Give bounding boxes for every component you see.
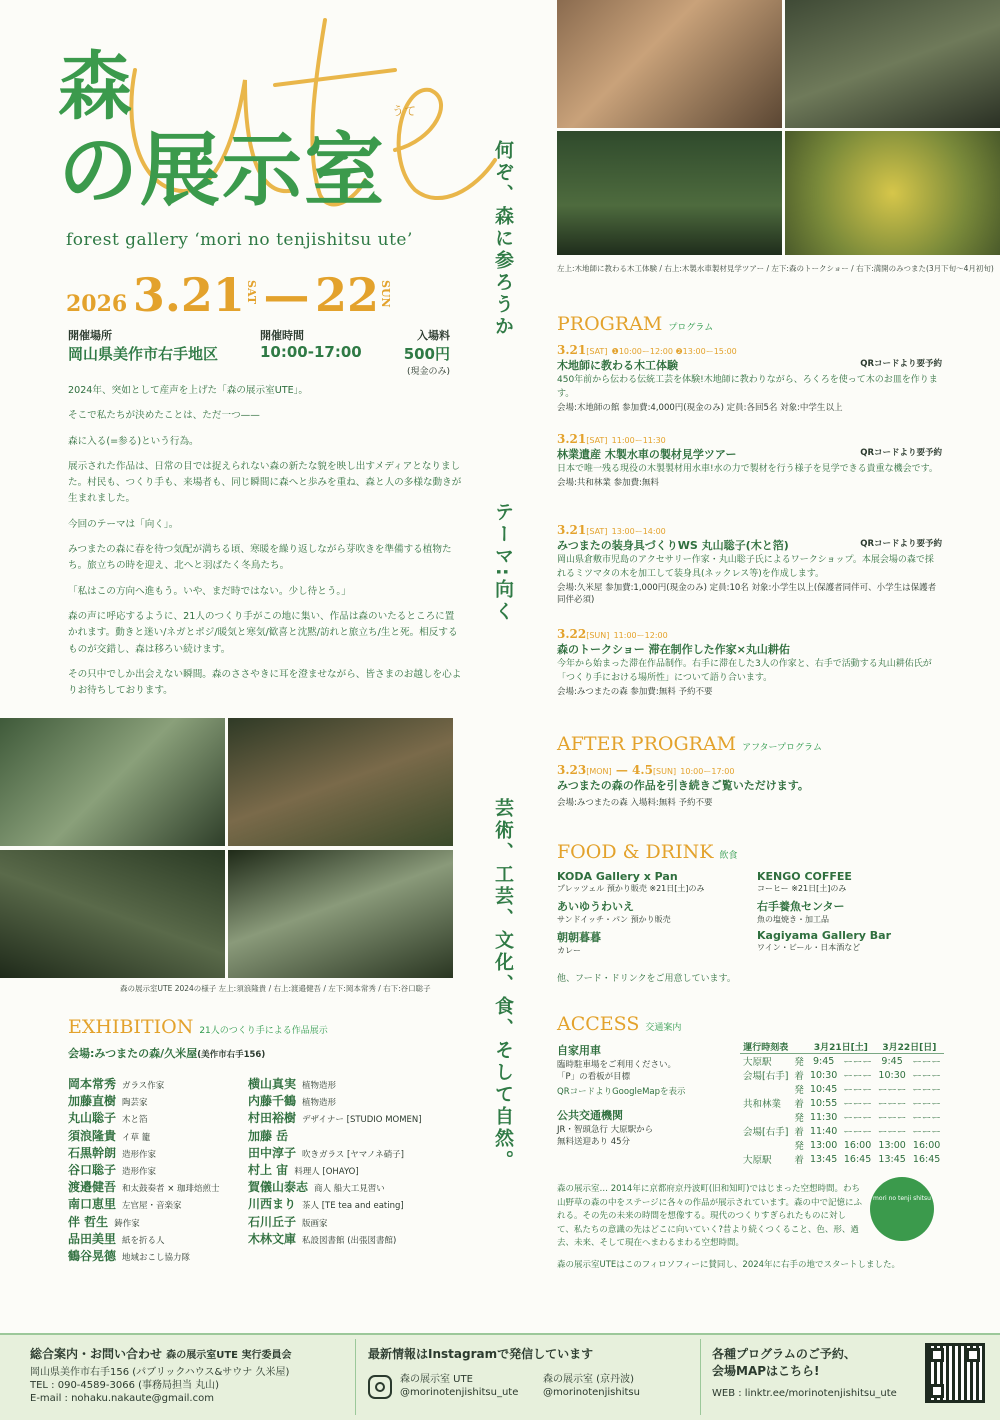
program-2-meta: 会場:共和林業 参加費:無料 <box>557 478 659 488</box>
tt-cell: ーーー <box>912 1113 941 1124</box>
timetable-row <box>740 1152 944 1166</box>
tt-cell: 13:00 <box>809 1139 838 1151</box>
access-title <box>557 1013 681 1035</box>
timetable-row <box>740 1124 944 1138</box>
contact-address: 岡山県美作市右手156 (パブリックハウス&サウナ 久米屋) <box>30 1367 290 1378</box>
tt-cell: 16:45 <box>912 1153 941 1165</box>
car-line-1: 臨時駐車場をご利用ください。 <box>557 1060 677 1070</box>
exhibitor <box>68 1161 248 1178</box>
hours-block <box>260 327 362 361</box>
exhibitor-role: 和太鼓奏者 × 珈琲焙煎士 <box>122 1184 220 1195</box>
exhibitors-left <box>68 1075 248 1264</box>
exhibitor-role: 左官屋・音楽家 <box>122 1201 182 1212</box>
after-wd-start: [MON] <box>586 767 612 776</box>
after-wd-end: [SUN] <box>652 767 677 776</box>
tt-cell: ーーー <box>843 1071 872 1082</box>
th-day1: 3月21日[土] <box>807 1040 875 1054</box>
reserve-line-2: 会場MAPはこちら! <box>712 1364 820 1378</box>
exhibitor-role: 地域おこし協力隊 <box>122 1252 191 1263</box>
exhibitor <box>248 1178 463 1195</box>
program-3-date <box>557 523 942 537</box>
footer-contact <box>30 1345 350 1405</box>
day-end: SUN <box>379 280 393 308</box>
program-1-weekday: [SAT] <box>586 347 608 356</box>
about-text: 森の展示室… 2014年に京都府京丹波町(旧和知町)ではじまった空想時間。わち山野草の森の中をステージに各々の作品が展示されています。森の中で記憶にふれる。その先の未来の時間を想像する。現代のつくりすぎられたものに対して、私たちの意識の先はどこに向いていく?昔より続くつくること、色、形、過去、未来、そして現在へまわるまわる空想時間。 <box>557 1184 862 1248</box>
food-item-name: KODA Gallery x Pan <box>557 870 678 883</box>
closing-vertical: 芸術、工芸、文化、食、そして自然。 <box>492 798 514 1172</box>
tagline-vertical: 何ぞ、森に参ろうか <box>492 140 514 338</box>
program-3-weekday: [SAT] <box>586 527 608 536</box>
program-3-meta: 会場:久米屋 参加費:1,000円(現金のみ) 定員:10名 対象:小学生以上(保護者同伴可、小学生は保護者同伴必須) <box>557 583 937 605</box>
tt-cell: 10:55 <box>809 1097 838 1109</box>
exhibitor-name: 加藤直樹 <box>68 1094 117 1109</box>
exhibitor <box>248 1195 463 1212</box>
timetable-row <box>740 1054 944 1069</box>
web-link[interactable]: WEB : linktr.ee/morinotenjishitsu_ute <box>712 1388 897 1399</box>
program-item-4 <box>557 627 942 697</box>
tt-cell: 16:45 <box>843 1153 872 1165</box>
shuttle-timetable <box>740 1040 944 1166</box>
exhibitor-name: 丸山聡子 <box>68 1111 117 1126</box>
exhibitor-role: 造形作家 <box>122 1149 157 1160</box>
instagram-icon[interactable] <box>368 1375 392 1399</box>
contact-title: 総合案内・お問い合わせ <box>30 1347 163 1361</box>
program-1-desc: 450年前から伝わる伝統工芸を体験!木地師に教わりながら、ろくろを使って木のお皿を作ります。 <box>557 375 938 399</box>
access-title-en: ACCESS <box>557 1013 640 1035</box>
program-1-qr-note: QRコードより要予約 <box>860 359 942 369</box>
exhibitor-name: 賀儀山泰志 <box>248 1180 309 1195</box>
photo-installation-3 <box>228 850 453 978</box>
tt-cell: 16:00 <box>912 1139 941 1151</box>
food-title-jp: 飲食 <box>719 851 738 861</box>
mori-badge: mori no tenji shitsu <box>870 1177 934 1241</box>
fee-block <box>400 327 450 377</box>
hours-label: 開催時間 <box>260 329 304 342</box>
exhibitor <box>68 1109 248 1126</box>
program-2-date-value: 3.21 <box>557 432 587 446</box>
timetable-row <box>740 1068 944 1082</box>
intro-text <box>68 383 463 708</box>
intro-p1: 2024年、突如として産声を上げた「森の展示室UTE」。 <box>68 385 309 396</box>
tt-stop <box>740 1082 791 1096</box>
tt-cell: ーーー <box>843 1099 872 1110</box>
program-1-meta: 会場:木地師の館 参加費:4,000円(現金のみ) 定員:各回5名 対象:中学生以上 <box>557 403 843 413</box>
title-tenjishitsu: の展示室 <box>58 123 386 217</box>
after-program-dates <box>557 763 947 777</box>
tt-stop: 大原駅 <box>743 1057 772 1068</box>
exhibitor <box>68 1247 248 1264</box>
food-note: 他、フード・ドリンクをご用意しています。 <box>557 974 736 984</box>
footer-instagram <box>368 1345 688 1398</box>
exhibitor-name: 加藤 岳 <box>248 1128 289 1143</box>
fee-note: (現金のみ) <box>406 367 450 377</box>
car-map-link[interactable]: QRコードよりGoogleMapを表示 <box>557 1087 686 1097</box>
exhibitor-name: 鶴谷晃德 <box>68 1248 117 1263</box>
exhibition-venue-note: (美作市右手156) <box>197 1050 266 1060</box>
exhibitor-name: 南口恵里 <box>68 1197 117 1212</box>
program-1-title <box>557 357 942 373</box>
food-col-right <box>757 870 957 957</box>
food-col-left <box>557 870 747 960</box>
footer-divider <box>355 1339 356 1415</box>
exhibitor <box>248 1144 463 1161</box>
access-title-jp: 交通案内 <box>645 1023 682 1033</box>
about-text-2: 森の展示室UTEはこのフィロソフィーに賛同し、2024年に右手の地でスタートしました。 <box>557 1260 901 1270</box>
contact-org: 森の展示室UTE 実行委員会 <box>166 1350 292 1361</box>
tt-cell: 9:45 <box>812 1055 835 1067</box>
footer-divider-2 <box>700 1339 701 1415</box>
date-end: 22 <box>315 268 380 322</box>
exhibitor-role: 植物造形 <box>302 1081 337 1091</box>
food-item-desc: ワイン・ビール・日本酒など <box>757 943 861 952</box>
program-3-title <box>557 537 942 553</box>
contact-email[interactable]: E-mail : nohaku.nakaute@gmail.com <box>30 1393 214 1404</box>
fee-value: 500円 <box>403 345 450 363</box>
program-3-desc: 岡山県倉敷市児島のアクセサリー作家・丸山聡子氏によるワークショップ。本展会場の森で採れるミツマタの木を加工して装身具(ネックレス等)を作成します。 <box>557 555 934 579</box>
tt-stop: 共和林業 <box>743 1099 782 1110</box>
program-title-en: PROGRAM <box>557 313 663 335</box>
photo-installation-2 <box>0 850 225 978</box>
timetable-row <box>740 1110 944 1124</box>
exhibitor-name: 岡本常秀 <box>68 1077 117 1091</box>
program-1-date <box>557 343 942 357</box>
after-program-title <box>557 733 822 755</box>
exhibitor-role: 紙を折る人 <box>122 1235 165 1246</box>
exhibition-title-jp: 21人のつくり手による作品展示 <box>199 1026 328 1036</box>
exhibitor-name: 品田美里 <box>68 1231 117 1246</box>
program-2-title-text: 林業遺産 木製水車の製材見学ツアー <box>557 448 737 461</box>
exhibitor-role: 吹きガラス [ヤマノネ硝子] <box>302 1149 405 1160</box>
food-item-desc: カレー <box>557 946 581 955</box>
food-item-name: KENGO COFFEE <box>757 870 852 883</box>
program-2-weekday: [SAT] <box>586 436 608 445</box>
tt-cell: ーーー <box>912 1071 941 1082</box>
day-start: SAT <box>244 280 258 305</box>
exhibitor <box>248 1230 463 1247</box>
tt-cell: ーーー <box>912 1099 941 1110</box>
photo-installation-1 <box>0 718 225 846</box>
tt-cell: 11:40 <box>809 1125 838 1137</box>
exhibitor <box>68 1092 248 1109</box>
date-dash: — <box>263 268 310 322</box>
tt-cell: ーーー <box>843 1057 872 1068</box>
top-photo-caption: 左上:木地師に教わる木工体験 / 右上:木製水車製材見学ツアー / 左下:森のトークショー / 右下:満開のみつまた(3月下旬〜4月初旬) <box>557 264 994 273</box>
tt-cell: 9:45 <box>881 1055 903 1067</box>
exhibitor-role: 木と箔 <box>122 1115 148 1126</box>
after-dash: — <box>615 763 628 777</box>
food-title <box>557 841 737 863</box>
timetable-row <box>740 1138 944 1152</box>
exhibitor-name: 石黒幹朗 <box>68 1145 117 1160</box>
food-item-name: 朝朝暮暮 <box>557 931 601 944</box>
exhibitor <box>248 1075 463 1092</box>
exhibitor <box>248 1127 463 1144</box>
program-item-3 <box>557 523 942 605</box>
exhibitor-name: 須浪隆貴 <box>68 1128 117 1143</box>
after-program-title-en: AFTER PROGRAM <box>557 733 737 755</box>
program-4-title: 森のトークショー 滞在制作した作家×丸山耕佑 <box>557 643 790 656</box>
th-label: 運行時刻表 <box>740 1040 791 1054</box>
timetable-row <box>740 1082 944 1096</box>
program-2-qr-note: QRコードより要予約 <box>860 448 942 458</box>
date-start: 3.21 <box>132 268 245 322</box>
exhibitor-role: デザイナー [STUDIO MOMEN] <box>302 1115 422 1126</box>
program-4-meta: 会場:みつまたの森 参加費:無料 予約不要 <box>557 687 713 697</box>
exhibition-venue <box>68 1045 265 1061</box>
exhibitor <box>68 1178 248 1195</box>
tt-dir: 着 <box>794 1155 804 1166</box>
exhibitor-name: 伴 哲生 <box>68 1214 109 1229</box>
program-3-qr-note: QRコードより要予約 <box>860 539 942 549</box>
tt-cell: ーーー <box>877 1099 907 1110</box>
photo-drummer <box>228 718 453 846</box>
exhibitor-name: 村上 宙 <box>248 1162 289 1177</box>
insta2-handle: @morinotenjishitsu <box>543 1387 640 1398</box>
car-line-2: 「P」の看板が目標 <box>557 1072 631 1082</box>
mid-photo-caption: 森の展示室UTE 2024の様子 左上:須浪隆貴 / 右上:渡邉健吾 / 左下:岡本常秀 / 右下:谷口聡子 <box>120 984 431 993</box>
tt-dir: 発 <box>794 1141 804 1152</box>
subtitle: forest gallery ‘mori no tenjishitsu ute’ <box>66 230 413 250</box>
exhibitor <box>68 1127 248 1144</box>
exhibitor-role: 植物造形 <box>302 1098 337 1109</box>
tt-stop: 会場[右手] <box>743 1071 789 1082</box>
tt-cell: ーーー <box>843 1127 872 1138</box>
tt-cell: 10:30 <box>878 1069 906 1081</box>
exhibitor-role: 陶芸家 <box>122 1098 148 1109</box>
instagram-account-1[interactable] <box>400 1373 518 1399</box>
exhibitor-role: 商人 船大工見習い <box>314 1184 385 1195</box>
intro-p4: 展示された作品は、日常の目では捉えられない森の新たな貌を映し出すメディアとなりました。村民も、つくり手も、来場者も、同じ瞬間に森へと歩みを重ね、森と人の多様な動きが生まれました。 <box>68 460 462 505</box>
program-2-date <box>557 432 942 446</box>
exhibitor <box>68 1230 248 1247</box>
program-2-time: 11:00ー11:30 <box>611 436 666 445</box>
insta1-handle: @morinotenjishitsu_ute <box>400 1387 519 1398</box>
tt-dir: 発 <box>794 1057 804 1068</box>
exhibition-venue-text: 会場:みつまたの森/久米屋 <box>68 1047 198 1060</box>
transit-line-1: JR・智頭急行 大原駅から <box>557 1125 654 1135</box>
tt-cell: ーーー <box>912 1127 941 1138</box>
tt-dir: 着 <box>794 1099 804 1110</box>
intro-p7: 「私はこの方向へ進もう。いや、まだ時ではない。少し待とう。」 <box>68 585 351 597</box>
program-2-title <box>557 446 942 462</box>
tt-stop <box>740 1110 791 1124</box>
program-1-date-value: 3.21 <box>557 343 587 357</box>
program-2-desc: 日本で唯一残る現役の木製製材用水車!水の力で製材を行う様子を見学できる貴重な機会です。 <box>557 464 938 474</box>
contact-tel[interactable]: TEL : 090-4589-3066 (事務局担当 丸山) <box>30 1380 220 1391</box>
program-title-jp: プログラム <box>668 323 714 333</box>
exhibition-title <box>68 1016 328 1038</box>
exhibitor-role: 版画家 <box>302 1218 328 1229</box>
food-item-name: Kagiyama Gallery Bar <box>757 929 892 942</box>
exhibitor <box>248 1109 463 1126</box>
transit-title: 公共交通機関 <box>557 1109 623 1122</box>
exhibitor-role: ガラス作家 <box>122 1081 165 1091</box>
th-day2: 3月22日[日] <box>875 1040 944 1054</box>
tt-dir: 着 <box>794 1127 804 1138</box>
tt-cell: ーーー <box>877 1127 907 1138</box>
program-3-date-value: 3.21 <box>557 523 587 537</box>
fee-label: 入場料 <box>417 329 450 342</box>
footer-reserve <box>712 1345 912 1400</box>
exhibitor <box>248 1161 463 1178</box>
photo-mitsumata <box>785 131 1000 255</box>
program-4-weekday: [SUN] <box>586 631 610 640</box>
after-date-end: 4.5 <box>632 763 653 777</box>
event-dates <box>66 268 392 322</box>
tt-cell: ーーー <box>877 1113 907 1124</box>
venue-label: 開催場所 <box>68 329 112 342</box>
food-item-desc: プレッツェル 預かり販売 ※21日[土]のみ <box>557 884 705 893</box>
exhibitor-name: 村田裕樹 <box>248 1111 297 1126</box>
exhibitor-role: 私設図書館 (出張図書館) <box>302 1235 397 1246</box>
tt-cell: ーーー <box>843 1113 872 1124</box>
tt-cell: 10:45 <box>809 1083 838 1095</box>
program-4-time: 11:00ー12:00 <box>613 631 668 640</box>
venue-value: 岡山県美作市右手地区 <box>68 345 219 363</box>
after-program-title-jp: アフタープログラム <box>742 743 822 753</box>
exhibition-title-en: EXHIBITION <box>68 1016 194 1038</box>
food-item-desc: サンドイッチ・パン 預かり販売 <box>557 915 671 924</box>
food-item-name: あいゆうわいえ <box>557 900 634 913</box>
photo-waterwheel <box>785 0 1000 128</box>
exhibitors-right <box>248 1075 463 1247</box>
exhibitor <box>68 1075 248 1092</box>
exhibitor-name: 内藤千鶴 <box>248 1094 297 1109</box>
program-3-time: 13:00ー14:00 <box>611 527 666 536</box>
after-program-block <box>557 763 947 808</box>
access-info <box>557 1042 737 1147</box>
program-3-title-text: みつまたの装身具づくりWS 丸山聡子(木と箔) <box>557 539 789 552</box>
intro-p3: 森に入る(=参る)という行為。 <box>68 435 199 447</box>
exhibitor <box>248 1092 463 1109</box>
tt-stop: 大原駅 <box>743 1155 772 1166</box>
exhibitor-name: 横山真実 <box>248 1077 297 1091</box>
qr-code-icon[interactable] <box>925 1343 985 1403</box>
program-item-2 <box>557 432 942 488</box>
exhibitor <box>68 1195 248 1212</box>
reserve-line-1: 各種プログラムのご予約、 <box>712 1347 856 1361</box>
tt-cell: 13:45 <box>809 1153 838 1165</box>
instagram-account-2[interactable] <box>543 1373 640 1399</box>
tt-dir: 着 <box>794 1071 804 1082</box>
food-item-desc: 魚の塩焼き・加工品 <box>757 915 829 924</box>
tt-cell: 13:00 <box>878 1139 906 1151</box>
intro-p9: その只中でしか出会えない瞬間。森のささやきに耳を澄ませながら、皆さまのお越しを心よりお待ちしております。 <box>68 668 462 697</box>
exhibitor-role: 料理人 [OHAYO] <box>294 1166 359 1177</box>
after-program-meta: 会場:みつまたの森 入場料:無料 予約不要 <box>557 798 713 808</box>
intro-p2: そこで私たちが決めたことは、ただ一つ—— <box>68 410 260 422</box>
exhibitor-name: 川西まり <box>248 1197 297 1212</box>
hours-value: 10:00-17:00 <box>260 343 362 361</box>
intro-p5: 今回のテーマは「向く」。 <box>68 518 179 530</box>
program-title <box>557 313 713 335</box>
exhibitor-role: 造形作家 <box>122 1166 157 1177</box>
ute-ruby: うて <box>392 104 417 118</box>
title-mori: 森 <box>58 44 132 130</box>
after-time: 10:00ー17:00 <box>680 767 735 776</box>
transit-line-2: 無料送迎あり 45分 <box>557 1137 631 1147</box>
contact-heading <box>30 1345 350 1362</box>
photo-woodturning <box>557 0 782 128</box>
instagram-heading: 最新情報はInstagramで発信しています <box>368 1347 594 1361</box>
intro-p8: 森の声に呼応するように、21人のつくり手がこの地に集い、作品は森のいたるところに置かれます。動きと迷い/ネガとポジ/暖気と寒気/歓喜と沈黙/訪れと旅立ち/生と死。相反するものが交錯し、森は移ろい続けます。 <box>68 610 458 655</box>
program-4-date-value: 3.22 <box>557 627 587 641</box>
insta2-label: 森の展示室 (京丹波) <box>543 1374 634 1385</box>
tt-dir: 発 <box>794 1085 804 1096</box>
tt-cell: 10:30 <box>809 1069 838 1081</box>
exhibitor-role: 鋳作家 <box>114 1218 140 1229</box>
tt-cell: ーーー <box>877 1085 907 1096</box>
tt-stop <box>740 1138 791 1152</box>
tt-cell: 11:30 <box>809 1111 838 1123</box>
exhibitor <box>248 1213 463 1230</box>
program-item-1 <box>557 343 942 413</box>
after-program-desc: みつまたの森の作品を引き続きご覧いただけます。 <box>557 779 809 792</box>
program-4-date <box>557 627 942 641</box>
intro-p6: みつまたの森に春を待つ気配が満ちる頃、寒暖を繰り返しながら芽吹きを準備する植物たち。旅立ちの時を迎え、北へと羽ばたく冬鳥たち。 <box>68 544 452 572</box>
timetable-header <box>740 1040 944 1054</box>
footer <box>0 1333 1000 1420</box>
tt-cell: 16:00 <box>843 1139 872 1151</box>
exhibitor-role: イ草 籠 <box>122 1132 151 1143</box>
food-item-name: 右手養魚センター <box>757 900 845 913</box>
exhibitor <box>68 1144 248 1161</box>
timetable-row <box>740 1096 944 1110</box>
venue-block <box>68 327 218 364</box>
tt-dir: 発 <box>794 1113 804 1124</box>
th-blank <box>791 1040 807 1054</box>
insta1-label: 森の展示室 UTE <box>400 1374 473 1385</box>
year: 2026 <box>66 291 128 317</box>
exhibitor-name: 田中淳子 <box>248 1145 297 1160</box>
after-date-start: 3.23 <box>557 763 587 777</box>
car-title: 自家用車 <box>557 1044 601 1057</box>
theme-vertical: テーマ:向く <box>492 502 514 623</box>
tt-cell: ーーー <box>912 1057 941 1068</box>
food-item-desc: コーヒー ※21日[土]のみ <box>757 884 847 893</box>
exhibitor <box>68 1213 248 1230</box>
exhibitor-name: 石川丘子 <box>248 1214 297 1229</box>
exhibitor-role: 茶人 [TE tea and eating] <box>302 1201 404 1212</box>
program-1-title-text: 木地師に教わる木工体験 <box>557 359 678 372</box>
tt-cell: ーーー <box>912 1085 941 1096</box>
exhibitor-name: 渡邉健吾 <box>68 1180 117 1195</box>
program-4-desc: 今年から始まった滞在作品制作。右手に滞在した3人の作家と、右手で活動する丸山耕佑氏が「つくり手における場所性」について語り合います。 <box>557 659 932 683</box>
exhibitor-name: 木林文庫 <box>248 1231 297 1246</box>
food-title-en: FOOD & DRINK <box>557 841 714 863</box>
exhibitor-name: 谷口聡子 <box>68 1162 117 1177</box>
photo-talkshow <box>557 131 782 255</box>
tt-cell: 13:45 <box>878 1153 906 1165</box>
tt-stop: 会場[右手] <box>743 1127 789 1138</box>
program-1-time: ❶10:00ー12:00 ❷13:00ー15:00 <box>611 347 737 356</box>
tt-cell: ーーー <box>843 1085 872 1096</box>
